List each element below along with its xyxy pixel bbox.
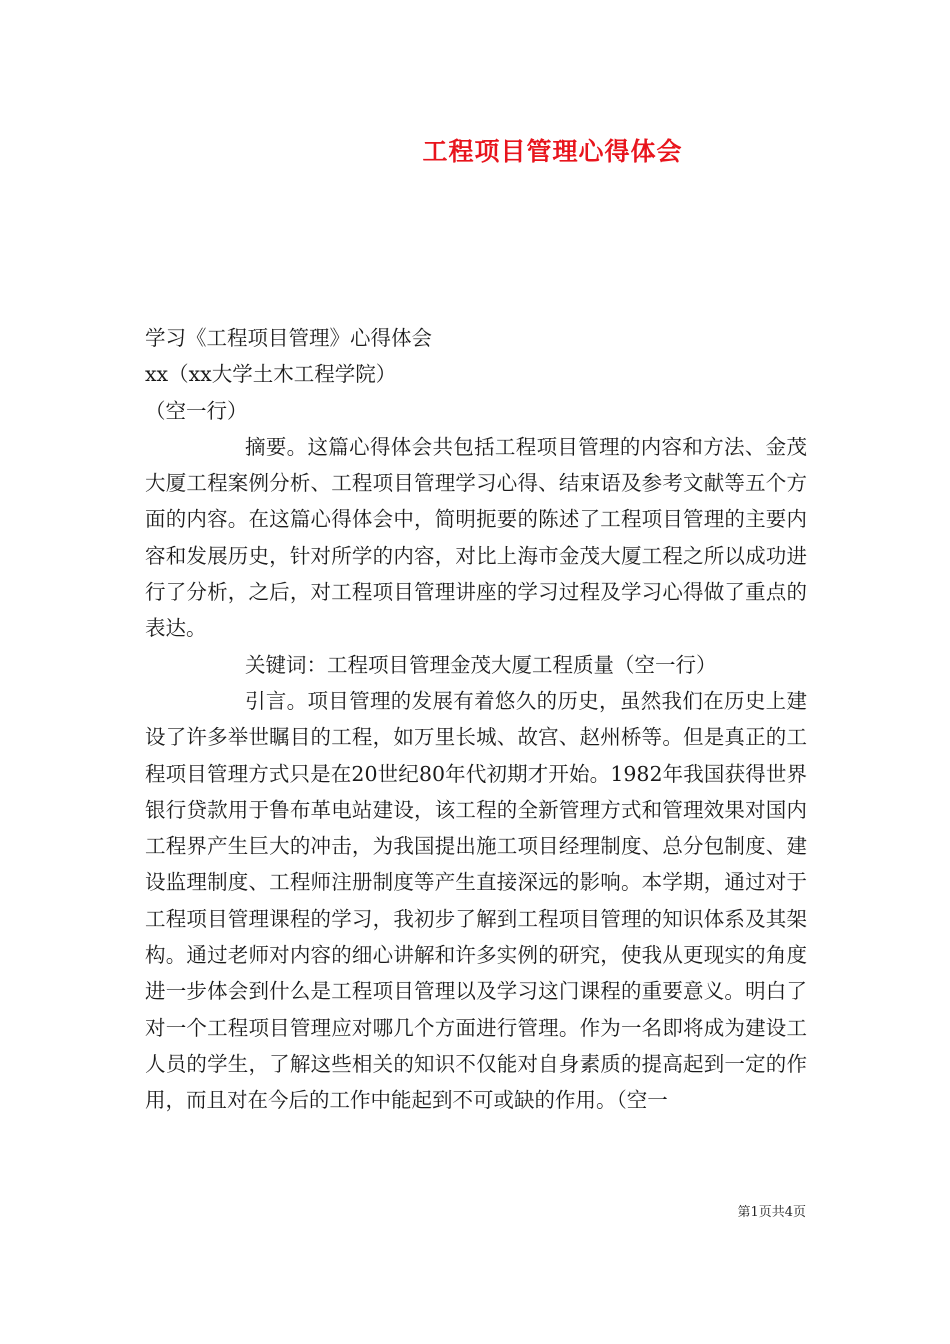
document-title: 工程项目管理心得体会 (422, 137, 683, 166)
keywords-line: 关键词：工程项目管理金茂大厦工程质量（空一行） (245, 652, 717, 677)
introduction-paragraph: 引言。项目管理的发展有着悠久的历史，虽然我们在历史上建设了许多举世瞩目的工程，如万里长城、故宫、赵州桥等。但是真正的工程项目管理方式只是在20世纪80年代初期才开始。1982年我国获得世界银行贷款用于鲁布革电站建设，该工程的全新管理方式和管理效果对国内工程界产生巨大的冲击，为我国提出施工项目经理制度、总分包制度、建设监理制度、工程师注册制度等产生直接深远的影响。本学期，通过对于工程项目管理课程的学习，我初步了解到工程项目管理的知识体系及其架构。通过老师对内容的细心讲解和许多实例的研究，使我从更现实的角度进一步体会到什么是工程项目管理以及学习这门课程的重要意义。明白了对一个工程项目管理应对哪几个方面进行管理。作为一名即将成为建设工人员的学生，了解这些相关的知识不仅能对自身素质的提高起到一定的作用，而且对在今后的工作中能起到不可或缺的作用。（空一 (145, 688, 807, 1113)
author-line: xx（xx大学土木工程学院） (145, 362, 397, 387)
subtitle: 学习《工程项目管理》心得体会 (145, 326, 432, 350)
abstract-paragraph: 摘要。这篇心得体会共包括工程项目管理的内容和方法、金茂大厦工程案例分析、工程项目管理学习心得、结束语及参考文献等五个方面的内容。在这篇心得体会中，简明扼要的陈述了工程项目管理的主要内容和发展历史，针对所学的内容，对比上海市金茂大厦工程之所以成功进行了分析，之后，对工程项目管理讲座的学习过程及学习心得做了重点的表达。 (145, 434, 807, 641)
blank-line-note: （空一行） (145, 398, 248, 423)
page-indicator: 第1页共4页 (737, 1205, 806, 1220)
document-body (145, 320, 807, 1119)
